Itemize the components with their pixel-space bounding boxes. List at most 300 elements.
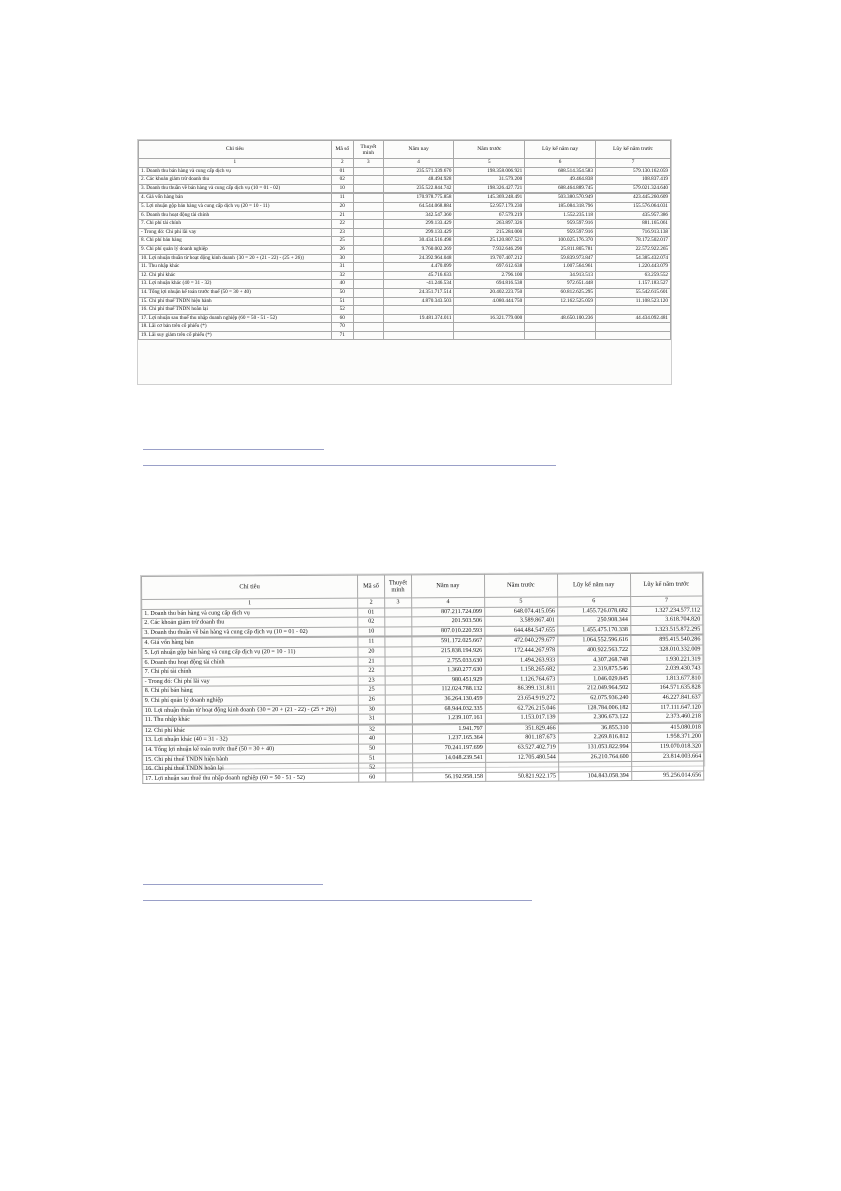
cell-nam-truoc: 644.484.547.655 bbox=[485, 626, 558, 636]
column-index-row bbox=[139, 159, 671, 168]
cell-luy-ke-nam-truoc bbox=[595, 323, 670, 332]
cell-luy-ke-nam-nay: 212.049.964.502 bbox=[558, 684, 631, 694]
table-row bbox=[139, 331, 671, 340]
cell-chi-tieu: 9. Chi phí quản lý doanh nghiệp bbox=[142, 695, 358, 706]
cell-ma-so: 52 bbox=[359, 763, 386, 773]
cell-luy-ke-nam-truoc: 46.227.841.637 bbox=[631, 693, 703, 703]
cell-thuyet-minh bbox=[353, 176, 383, 185]
cell-luy-ke-nam-nay: 100.025.176.370 bbox=[525, 237, 596, 246]
index-cell-nam-truoc: 5 bbox=[454, 159, 525, 168]
cell-luy-ke-nam-truoc: 1.323.515.872.295 bbox=[630, 625, 702, 635]
cell-nam-nay bbox=[412, 762, 485, 772]
link-group-1 bbox=[143, 449, 556, 481]
table-row bbox=[139, 245, 671, 254]
cell-nam-nay bbox=[383, 306, 454, 315]
cell-nam-nay: 64.544.068.884 bbox=[383, 202, 454, 211]
cell-nam-nay: 1.360.277.630 bbox=[412, 666, 485, 676]
cell-luy-ke-nam-truoc: 716.913.138 bbox=[595, 228, 670, 237]
cell-nam-nay: 112.024.788.132 bbox=[412, 685, 485, 695]
cell-thuyet-minh bbox=[353, 184, 383, 193]
cell-nam-truoc: 2.796.100 bbox=[454, 271, 525, 280]
cell-luy-ke-nam-nay: 128.784.006.182 bbox=[558, 703, 631, 713]
cell-luy-ke-nam-truoc: 423.445.260.609 bbox=[595, 194, 670, 203]
cell-chi-tieu: 5. Lợi nhuận gộp bán hàng và cung cấp dịch vụ (20 = 10 - 11) bbox=[142, 647, 358, 658]
cell-ma-so: 30 bbox=[331, 254, 353, 263]
table-row bbox=[139, 202, 671, 211]
link-2b[interactable] bbox=[143, 900, 532, 901]
cell-nam-truoc: 694.816.538 bbox=[454, 280, 525, 289]
cell-luy-ke-nam-nay: 972.651.448 bbox=[525, 280, 596, 289]
cell-nam-nay: 14.048.239.541 bbox=[412, 753, 485, 763]
cell-ma-so: 60 bbox=[331, 314, 353, 323]
table-header-row bbox=[142, 573, 703, 599]
cell-chi-tieu: 13. Lợi nhuận khác (40 = 31 - 32) bbox=[142, 734, 358, 745]
cell-chi-tieu: - Trong đó: Chi phí lãi vay bbox=[142, 676, 358, 687]
cell-chi-tieu: 5. Lợi nhuận gộp bán hàng và cung cấp dịch vụ (20 = 10 - 11) bbox=[139, 202, 332, 211]
cell-luy-ke-nam-truoc: 11.108.523.120 bbox=[595, 297, 670, 306]
index-cell-nam-nay: 4 bbox=[411, 597, 484, 607]
cell-luy-ke-nam-truoc: 23.814.003.664 bbox=[631, 752, 703, 762]
cell-nam-truoc bbox=[485, 762, 558, 772]
cell-chi-tieu: 12. Chi phí khác bbox=[142, 725, 358, 736]
cell-luy-ke-nam-nay: 688.514.354.583 bbox=[525, 167, 596, 176]
cell-nam-nay: 56.192.958.158 bbox=[413, 772, 486, 782]
header-nam-truoc: Năm trước bbox=[484, 574, 557, 597]
cell-luy-ke-nam-nay: 2.319,875.546 bbox=[558, 665, 631, 675]
cell-ma-so: 20 bbox=[358, 647, 385, 657]
cell-ma-so: 22 bbox=[331, 220, 353, 229]
index-cell-thuyet-minh: 3 bbox=[385, 598, 412, 608]
cell-nam-truoc bbox=[454, 323, 525, 332]
cell-luy-ke-nam-truoc: 579.021.324.640 bbox=[595, 184, 670, 193]
index-cell-luy-ke-nam-truoc: 7 bbox=[630, 596, 702, 606]
table-body bbox=[142, 596, 704, 784]
cell-chi-tieu: 7. Chi phí tài chính bbox=[139, 220, 332, 229]
cell-nam-truoc: 472.040.279.677 bbox=[485, 636, 558, 646]
table-row bbox=[139, 211, 671, 220]
header-ma-so: Mã số bbox=[331, 141, 353, 159]
table-row bbox=[139, 297, 671, 306]
cell-thuyet-minh bbox=[353, 194, 383, 203]
cell-nam-truoc: 1.158.265.682 bbox=[485, 665, 558, 675]
cell-thuyet-minh bbox=[353, 211, 383, 220]
cell-luy-ke-nam-truoc: 2.373.460.218 bbox=[631, 712, 703, 722]
cell-chi-tieu: 10. Lợi nhuận thuần từ hoạt động kinh doanh {30 = 20 + (21 - 22) - (25 + 26)} bbox=[139, 254, 332, 263]
table-header-row bbox=[139, 141, 671, 159]
cell-nam-truoc: 215.284.000 bbox=[454, 228, 525, 237]
cell-thuyet-minh bbox=[353, 306, 383, 315]
cell-luy-ke-nam-truoc: 435.957.386 bbox=[595, 211, 670, 220]
cell-thuyet-minh bbox=[353, 271, 383, 280]
cell-luy-ke-nam-truoc bbox=[595, 331, 670, 340]
cell-nam-truoc: 23.654.919.272 bbox=[485, 694, 558, 704]
cell-thuyet-minh bbox=[353, 245, 383, 254]
cell-nam-nay: 980.451.929 bbox=[412, 675, 485, 685]
cell-ma-so: 52 bbox=[331, 306, 353, 315]
cell-thuyet-minh bbox=[353, 323, 383, 332]
cell-luy-ke-nam-truoc: 55.542.615.601 bbox=[595, 288, 670, 297]
cell-thuyet-minh bbox=[385, 647, 412, 657]
cell-ma-so: 25 bbox=[331, 237, 353, 246]
cell-luy-ke-nam-nay bbox=[525, 331, 596, 340]
cell-thuyet-minh bbox=[386, 763, 413, 773]
cell-nam-truoc: 1.126.764.673 bbox=[485, 675, 558, 685]
cell-thuyet-minh bbox=[385, 744, 412, 754]
cell-nam-nay: 68.944.032.335 bbox=[412, 704, 485, 714]
cell-nam-truoc: 31.579.200 bbox=[454, 176, 525, 185]
cell-thuyet-minh bbox=[353, 228, 383, 237]
cell-thuyet-minh bbox=[353, 220, 383, 229]
header-chi-tieu: Chỉ tiêu bbox=[139, 141, 332, 159]
header-thuyet-minh: Thuyết minh bbox=[353, 141, 383, 159]
cell-nam-nay: 170.978.775.858 bbox=[383, 194, 454, 203]
cell-nam-nay: 1.237.165.364 bbox=[412, 734, 485, 744]
cell-chi-tieu: 4. Giá vốn hàng bán bbox=[139, 194, 332, 203]
cell-nam-nay: 9.760.002.269 bbox=[383, 245, 454, 254]
cell-ma-so: 40 bbox=[331, 280, 353, 289]
cell-nam-nay: 299.133.429 bbox=[383, 228, 454, 237]
cell-thuyet-minh bbox=[353, 263, 383, 272]
cell-nam-nay: 30.434.516.498 bbox=[383, 237, 454, 246]
cell-thuyet-minh bbox=[353, 167, 383, 176]
cell-luy-ke-nam-nay: 62.075.936.240 bbox=[558, 693, 631, 703]
header-nam-nay: Năm nay bbox=[383, 141, 454, 159]
income-statement-table-1 bbox=[138, 140, 671, 340]
cell-nam-truoc: 172.444.267.978 bbox=[485, 646, 558, 656]
cell-chi-tieu: 14. Tổng lợi nhuận kế toán trước thuế (50 = 30 + 40) bbox=[143, 744, 359, 755]
cell-thuyet-minh bbox=[353, 237, 383, 246]
cell-chi-tieu: 6. Doanh thu hoạt động tài chính bbox=[142, 657, 358, 668]
cell-thuyet-minh bbox=[353, 280, 383, 289]
cell-nam-nay: 1.239.107.161 bbox=[412, 714, 485, 724]
cell-ma-so: 51 bbox=[331, 297, 353, 306]
index-cell-ma-so: 2 bbox=[331, 159, 353, 168]
cell-nam-truoc: 648.074.415.056 bbox=[484, 607, 557, 617]
table-row bbox=[139, 271, 671, 280]
cell-nam-nay bbox=[383, 323, 454, 332]
table-row bbox=[139, 237, 671, 246]
cell-ma-so: 31 bbox=[358, 714, 385, 724]
link-1a[interactable] bbox=[143, 449, 324, 450]
cell-luy-ke-nam-truoc: 155.576.064.031 bbox=[595, 202, 670, 211]
table-row bbox=[139, 306, 671, 315]
cell-ma-so: 02 bbox=[331, 176, 353, 185]
cell-luy-ke-nam-nay: 2.269.816.812 bbox=[558, 733, 631, 743]
cell-luy-ke-nam-nay: 1.046.029.845 bbox=[558, 674, 631, 684]
cell-thuyet-minh bbox=[386, 753, 413, 763]
cell-ma-so: 25 bbox=[358, 685, 385, 695]
cell-luy-ke-nam-truoc: 95.256.014.656 bbox=[631, 771, 703, 781]
cell-thuyet-minh bbox=[385, 666, 412, 676]
cell-thuyet-minh bbox=[385, 685, 412, 695]
cell-luy-ke-nam-nay: 104.843.058.394 bbox=[558, 771, 631, 781]
cell-nam-truoc: 63.527.402.719 bbox=[485, 743, 558, 753]
cell-luy-ke-nam-truoc: 22.572.922.265 bbox=[595, 245, 670, 254]
header-nam-truoc: Năm trước bbox=[454, 141, 525, 159]
cell-luy-ke-nam-nay: 959.597.916 bbox=[525, 220, 596, 229]
cell-luy-ke-nam-nay bbox=[558, 762, 631, 772]
cell-ma-so: 71 bbox=[331, 331, 353, 340]
cell-ma-so: 31 bbox=[331, 263, 353, 272]
scanned-income-statement-1 bbox=[137, 139, 672, 385]
cell-luy-ke-nam-nay: 25.811.805.781 bbox=[525, 245, 596, 254]
index-cell-luy-ke-nam-truoc: 7 bbox=[595, 159, 670, 168]
cell-nam-nay: 235.571.339.670 bbox=[383, 167, 454, 176]
cell-ma-so: 23 bbox=[331, 228, 353, 237]
cell-thuyet-minh bbox=[385, 725, 412, 735]
cell-ma-so: 60 bbox=[359, 773, 386, 783]
cell-chi-tieu: 15. Chi phí thuế TNDN hiện hành bbox=[143, 754, 359, 765]
cell-luy-ke-nam-truoc: 44.434.092.481 bbox=[595, 314, 670, 323]
cell-thuyet-minh bbox=[385, 656, 412, 666]
cell-ma-so: 32 bbox=[358, 725, 385, 735]
cell-luy-ke-nam-truoc: 1.220.443.079 bbox=[595, 263, 670, 272]
index-cell-chi-tieu: 1 bbox=[139, 159, 332, 168]
cell-nam-truoc: 86.399.131.811 bbox=[485, 684, 558, 694]
cell-nam-truoc bbox=[454, 306, 525, 315]
cell-ma-so: 32 bbox=[331, 271, 353, 280]
cell-nam-truoc: 16.321.779.000 bbox=[454, 314, 525, 323]
cell-luy-ke-nam-nay: 26.210.764.600 bbox=[558, 752, 631, 762]
cell-nam-nay: 4.870.343.503 bbox=[383, 297, 454, 306]
cell-thuyet-minh bbox=[385, 627, 412, 637]
table-body bbox=[139, 159, 671, 340]
table-row bbox=[139, 176, 671, 185]
cell-ma-so: 23 bbox=[358, 676, 385, 686]
cell-thuyet-minh bbox=[385, 714, 412, 724]
cell-chi-tieu: 6. Doanh thu hoạt động tài chính bbox=[139, 211, 332, 220]
cell-chi-tieu: 10. Lợi nhuận thuần từ hoạt động kinh doanh {30 = 20 + (21 - 22) - (25 + 26)} bbox=[142, 705, 358, 716]
cell-thuyet-minh bbox=[353, 202, 383, 211]
header-luy-ke-nam-truoc: Lũy kế năm trước bbox=[630, 573, 703, 596]
cell-luy-ke-nam-nay: 12.162.525.059 bbox=[525, 297, 596, 306]
cell-luy-ke-nam-truoc: 881.165.061 bbox=[595, 220, 670, 229]
cell-luy-ke-nam-truoc: 78.172.502.017 bbox=[595, 237, 670, 246]
header-ma-so: Mã số bbox=[358, 575, 385, 598]
cell-luy-ke-nam-truoc: 1.930.221.319 bbox=[631, 655, 703, 665]
cell-luy-ke-nam-nay: 59.839.973.847 bbox=[525, 254, 596, 263]
cell-chi-tieu: 17. Lợi nhuận sau thuế thu nhập doanh nghiệp (60 = 50 - 51 - 52) bbox=[139, 314, 332, 323]
cell-nam-nay: 1.941.797 bbox=[412, 724, 485, 734]
cell-luy-ke-nam-truoc: 895.415.540.286 bbox=[630, 635, 702, 645]
cell-luy-ke-nam-truoc: 1.813.677.810 bbox=[631, 674, 703, 684]
index-cell-ma-so: 2 bbox=[358, 598, 385, 608]
cell-nam-truoc: 351.829.466 bbox=[485, 724, 558, 734]
cell-chi-tieu: 2. Các khoản giảm trừ doanh thu bbox=[142, 617, 358, 628]
cell-luy-ke-nam-nay: 34.913.513 bbox=[525, 271, 596, 280]
table-row bbox=[139, 263, 671, 272]
cell-chi-tieu: 4. Giá vốn hàng bán bbox=[142, 638, 358, 649]
cell-nam-truoc: 1.153.017.139 bbox=[485, 713, 558, 723]
cell-chi-tieu: 12. Chi phí khác bbox=[139, 271, 332, 280]
cell-luy-ke-nam-truoc: 1.157.183.527 bbox=[595, 280, 670, 289]
cell-nam-truoc: 52.957.179.230 bbox=[454, 202, 525, 211]
cell-luy-ke-nam-truoc: 415.080.018 bbox=[631, 723, 703, 733]
header-chi-tieu: Chỉ tiêu bbox=[142, 575, 358, 599]
cell-luy-ke-nam-nay: 36.855.310 bbox=[558, 723, 631, 733]
cell-chi-tieu: 8. Chi phí bán hàng bbox=[142, 686, 358, 697]
index-cell-luy-ke-nam-nay: 6 bbox=[525, 159, 596, 168]
header-luy-ke-nam-nay: Lũy kế năm nay bbox=[525, 141, 596, 159]
cell-thuyet-minh bbox=[385, 734, 412, 744]
cell-nam-nay: 45.716.633 bbox=[383, 271, 454, 280]
table-row bbox=[139, 314, 671, 323]
cell-luy-ke-nam-truoc: 579.130.162.059 bbox=[595, 167, 670, 176]
index-cell-nam-truoc: 5 bbox=[484, 597, 557, 607]
cell-ma-so: 01 bbox=[331, 167, 353, 176]
cell-nam-truoc: 198.358.006.921 bbox=[454, 167, 525, 176]
cell-nam-truoc: 19.707.407.212 bbox=[454, 254, 525, 263]
table-row bbox=[139, 220, 671, 229]
cell-luy-ke-nam-nay: 959.597.916 bbox=[525, 228, 596, 237]
cell-luy-ke-nam-truoc: 2.039.430.743 bbox=[631, 664, 703, 674]
cell-thuyet-minh bbox=[353, 331, 383, 340]
cell-chi-tieu: - Trong đó: Chi phí lãi vay bbox=[139, 228, 332, 237]
cell-ma-so: 50 bbox=[359, 744, 386, 754]
cell-thuyet-minh bbox=[385, 695, 412, 705]
cell-luy-ke-nam-nay bbox=[525, 306, 596, 315]
cell-luy-ke-nam-truoc bbox=[631, 761, 703, 771]
cell-luy-ke-nam-truoc: 328.010.332.009 bbox=[631, 645, 703, 655]
table-row bbox=[139, 167, 671, 176]
header-luy-ke-nam-truoc: Lũy kế năm trước bbox=[595, 141, 670, 159]
cell-ma-so: 70 bbox=[331, 323, 353, 332]
cell-chi-tieu: 14. Tổng lợi nhuận kế toán trước thuế (50 = 30 + 40) bbox=[139, 288, 332, 297]
cell-luy-ke-nam-truoc: 54.385.432.074 bbox=[595, 254, 670, 263]
cell-nam-truoc: 7.932.646.290 bbox=[454, 245, 525, 254]
cell-thuyet-minh bbox=[353, 288, 383, 297]
cell-ma-so: 30 bbox=[358, 705, 385, 715]
cell-nam-nay: 215.838.194.926 bbox=[412, 646, 485, 656]
cell-ma-so: 21 bbox=[331, 211, 353, 220]
cell-luy-ke-nam-nay: 131.053.822.994 bbox=[558, 742, 631, 752]
cell-chi-tieu: 11. Thu nhập khác bbox=[142, 714, 358, 725]
cell-chi-tieu: 2. Các khoản giảm trừ doanh thu bbox=[139, 176, 332, 185]
cell-nam-truoc: 697.612.638 bbox=[454, 263, 525, 272]
index-cell-nam-nay: 4 bbox=[383, 159, 454, 168]
cell-luy-ke-nam-truoc: 108.837.419 bbox=[595, 176, 670, 185]
cell-nam-truoc bbox=[454, 331, 525, 340]
cell-nam-truoc: 20.402.223.750 bbox=[454, 288, 525, 297]
cell-chi-tieu: 16. Chi phí thuế TNDN hoãn lại bbox=[143, 763, 359, 774]
cell-nam-nay: 24.351.717.514 bbox=[383, 288, 454, 297]
cell-chi-tieu: 11. Thu nhập khác bbox=[139, 263, 332, 272]
cell-luy-ke-nam-nay: 1.455.726.078.682 bbox=[557, 606, 630, 616]
cell-thuyet-minh bbox=[385, 704, 412, 714]
cell-luy-ke-nam-nay: 1.007.564.961 bbox=[525, 263, 596, 272]
cell-luy-ke-nam-nay: 250.908.344 bbox=[557, 616, 630, 626]
cell-luy-ke-nam-nay: 60.812.625.295 bbox=[525, 288, 596, 297]
cell-luy-ke-nam-nay: 49.464.838 bbox=[525, 176, 596, 185]
cell-nam-nay: 36.264.130.459 bbox=[412, 694, 485, 704]
cell-thuyet-minh bbox=[353, 297, 383, 306]
cell-luy-ke-nam-nay: 1.064.552.596.616 bbox=[558, 636, 631, 646]
table-row bbox=[139, 254, 671, 263]
cell-chi-tieu: 16. Chi phí thuế TNDN hoãn lại bbox=[139, 306, 332, 315]
cell-nam-nay: 24.392.964.048 bbox=[383, 254, 454, 263]
cell-chi-tieu: 1. Doanh thu bán hàng và cung cấp dịch vụ bbox=[142, 608, 358, 619]
index-cell-luy-ke-nam-nay: 6 bbox=[557, 597, 630, 607]
cell-chi-tieu: 1. Doanh thu bán hàng và cung cấp dịch vụ bbox=[139, 167, 332, 176]
cell-nam-nay: 201.503.506 bbox=[412, 617, 485, 627]
cell-nam-truoc: 801.187.673 bbox=[485, 733, 558, 743]
cell-nam-truoc: 263.897.326 bbox=[454, 220, 525, 229]
table-row bbox=[139, 194, 671, 203]
cell-nam-truoc: 25.120.807.521 bbox=[454, 237, 525, 246]
cell-ma-so: 40 bbox=[358, 734, 385, 744]
cell-luy-ke-nam-truoc: 1.958.371.200 bbox=[631, 732, 703, 742]
cell-nam-nay: -41.246.534 bbox=[383, 280, 454, 289]
cell-luy-ke-nam-nay: 503.380.570.949 bbox=[525, 194, 596, 203]
table-row bbox=[143, 771, 704, 784]
table-row bbox=[139, 323, 671, 332]
cell-ma-so: 26 bbox=[358, 695, 385, 705]
cell-chi-tieu: 3. Doanh thu thuần về bán hàng và cung cấp dịch vụ (10 = 01 - 02) bbox=[142, 627, 358, 638]
cell-luy-ke-nam-truoc: 164.571.635.828 bbox=[631, 683, 703, 693]
cell-luy-ke-nam-nay bbox=[525, 323, 596, 332]
cell-nam-nay: 807.211.724.099 bbox=[412, 607, 485, 617]
cell-nam-nay: 70.241.197.699 bbox=[412, 743, 485, 753]
cell-luy-ke-nam-truoc: 119.070.018.320 bbox=[631, 742, 703, 752]
cell-luy-ke-nam-nay: 400.922.563.722 bbox=[558, 645, 631, 655]
cell-ma-so: 21 bbox=[358, 657, 385, 667]
index-cell-chi-tieu: 1 bbox=[142, 598, 358, 609]
cell-ma-so: 26 bbox=[331, 245, 353, 254]
cell-nam-nay bbox=[383, 331, 454, 340]
link-2a[interactable] bbox=[143, 884, 323, 885]
header-nam-nay: Năm nay bbox=[411, 574, 484, 597]
cell-ma-so: 10 bbox=[358, 627, 385, 637]
cell-nam-nay: 4.470.099 bbox=[383, 263, 454, 272]
cell-nam-truoc: 3.589.867.401 bbox=[485, 616, 558, 626]
cell-nam-nay: 235.522.844.742 bbox=[383, 184, 454, 193]
cell-chi-tieu: 18. Lãi cơ bản trên cổ phiếu (*) bbox=[139, 323, 332, 332]
cell-nam-nay: 342.547.360 bbox=[383, 211, 454, 220]
table-row bbox=[139, 228, 671, 237]
cell-luy-ke-nam-nay: 48.650.100.236 bbox=[525, 314, 596, 323]
cell-nam-nay: 591.172.025.667 bbox=[412, 637, 485, 647]
cell-ma-so: 51 bbox=[359, 754, 386, 764]
cell-ma-so: 02 bbox=[358, 617, 385, 627]
cell-chi-tieu: 15. Chi phí thuế TNDN hiện hành bbox=[139, 297, 332, 306]
cell-nam-nay: 807.010.220.593 bbox=[412, 626, 485, 636]
table-row bbox=[139, 280, 671, 289]
cell-chi-tieu: 7. Chi phí tài chính bbox=[142, 666, 358, 677]
cell-nam-truoc: 198.326.427.721 bbox=[454, 184, 525, 193]
cell-ma-so: 20 bbox=[331, 202, 353, 211]
cell-nam-truoc: 50.821.922.175 bbox=[485, 772, 558, 782]
cell-chi-tieu: 8. Chi phí bán hàng bbox=[139, 237, 332, 246]
link-group-2 bbox=[143, 884, 532, 916]
scanned-income-statement-2 bbox=[140, 572, 705, 782]
cell-chi-tieu: 19. Lãi suy giảm trên cổ phiếu (*) bbox=[139, 331, 332, 340]
link-1b[interactable] bbox=[143, 465, 556, 466]
income-statement-table-2 bbox=[141, 573, 704, 785]
cell-luy-ke-nam-truoc bbox=[595, 306, 670, 315]
cell-chi-tieu: 17. Lợi nhuận sau thuế thu nhập doanh nghiệp (60 = 50 - 51 - 52) bbox=[143, 773, 359, 784]
cell-nam-nay: 48.494.928 bbox=[383, 176, 454, 185]
index-cell-thuyet-minh: 3 bbox=[353, 159, 383, 168]
cell-thuyet-minh bbox=[385, 637, 412, 647]
cell-chi-tieu: 9. Chi phí quản lý doanh nghiệp bbox=[139, 245, 332, 254]
table-row bbox=[139, 184, 671, 193]
header-luy-ke-nam-nay: Lũy kế năm nay bbox=[557, 574, 630, 597]
cell-thuyet-minh bbox=[385, 607, 412, 617]
cell-luy-ke-nam-truoc: 117.111.647.120 bbox=[631, 703, 703, 713]
cell-ma-so: 10 bbox=[331, 184, 353, 193]
cell-nam-truoc: 67.579.219 bbox=[454, 211, 525, 220]
cell-nam-nay: 299.133.429 bbox=[383, 220, 454, 229]
